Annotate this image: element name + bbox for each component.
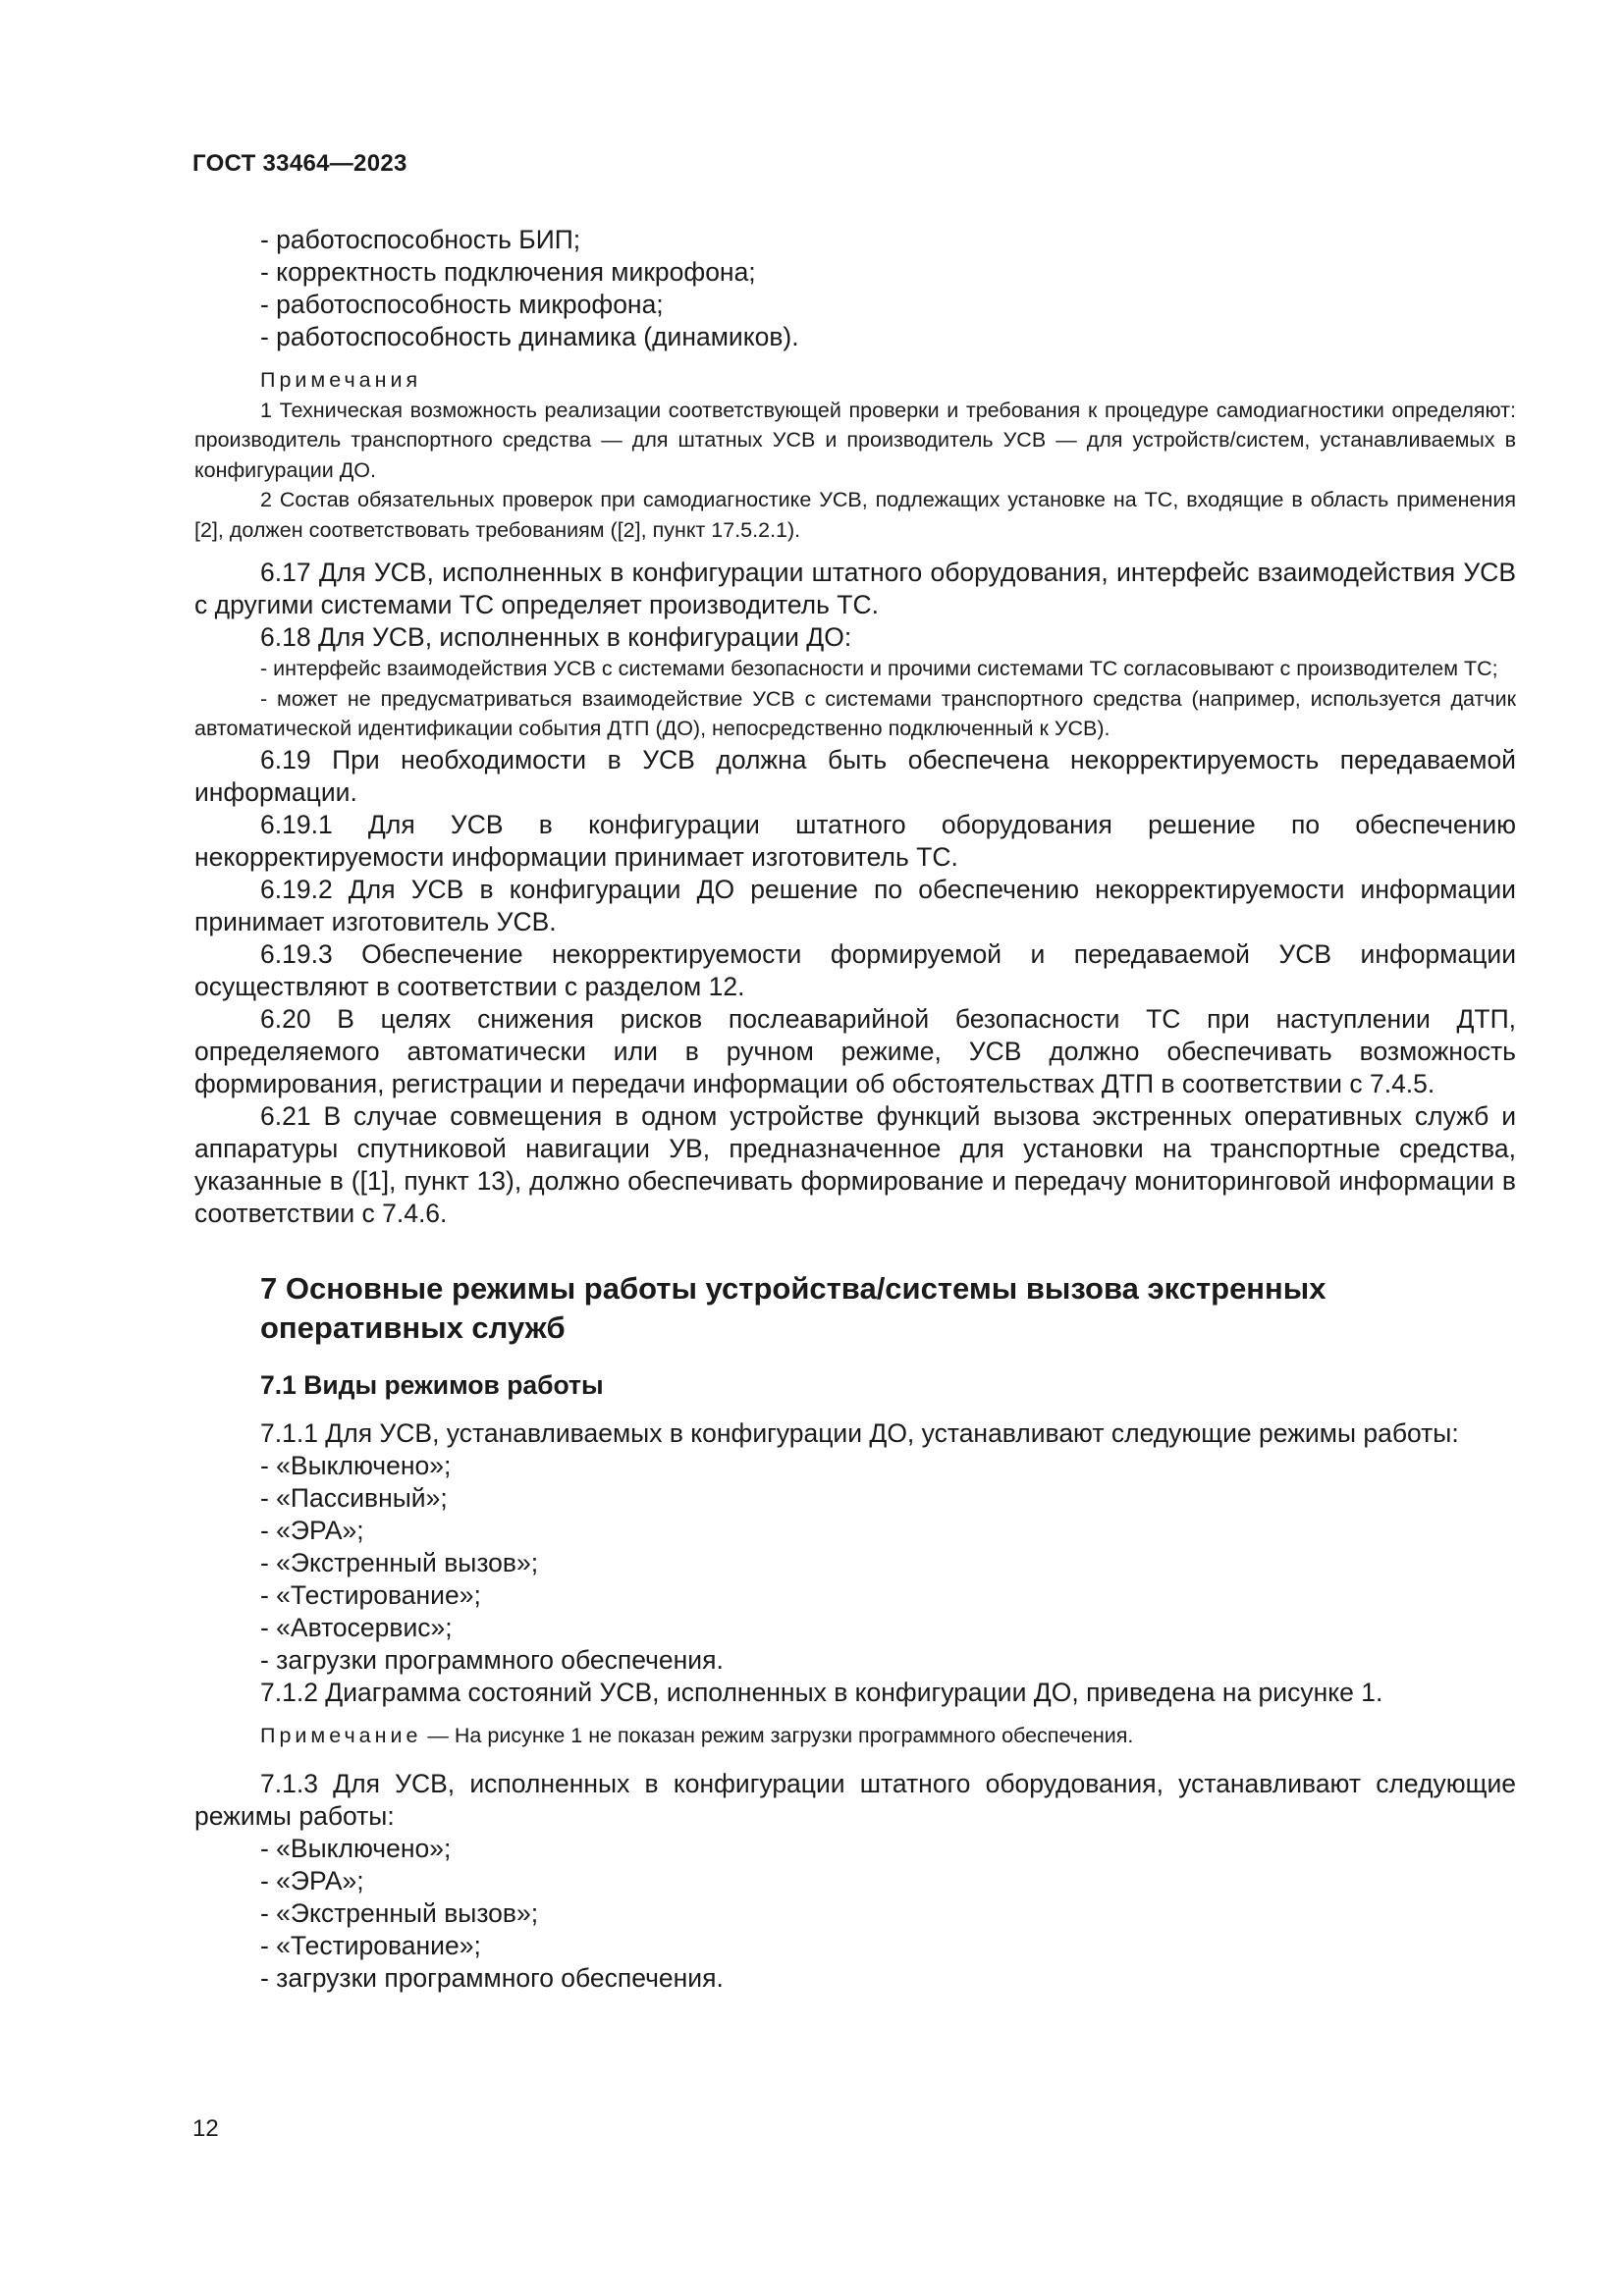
list-item: - корректность подключения микрофона; xyxy=(260,257,756,287)
section-6-19-3: 6.19.3 Обеспечение некорректируемости формируемой и передаваемой УСВ информации осуществляют в соответствии с разделом 12. xyxy=(194,938,1516,1001)
section-6-18-item-a: - интерфейс взаимодействия УСВ с системами безопасности и прочими системами ТС согласовывают с производителем ТС; xyxy=(260,657,1498,680)
section-6-19: 6.19 При необходимости в УСВ должна быть обеспечена некорректируемость передаваемой информации. xyxy=(194,744,1516,807)
section-7-1-1: 7.1.1 Для УСВ, устанавливаемых в конфигурации ДО, устанавливают следующие режимы работы: xyxy=(260,1417,1459,1448)
section-6-18-item-b: - может не предусматриваться взаимодействие УСВ с системами транспортного средства (например, используется датчик автоматической идентификации события ДТП (ДО), непосредственно подключенный к УСВ). xyxy=(194,686,1516,740)
list-item: - «Экстренный вызов»; xyxy=(260,1898,539,1928)
bullet-list-top xyxy=(194,224,1516,353)
modes-list-std xyxy=(194,1833,1516,1995)
list-item: - работоспособность микрофона; xyxy=(260,290,664,319)
note-1: 1 Техническая возможность реализации соответствующей проверки и требования к процедуре самодиагностики определяют: производитель транспортного средства — для штатных УСВ и производитель УСВ — для устройств/систем, устанавливаемых в конфигурации ДО. xyxy=(194,398,1516,482)
notes-title: Примечания xyxy=(260,368,422,392)
list-item: - «Выключено»; xyxy=(260,1834,452,1863)
chapter-7-title: 7 Основные режимы работы устройства/системы вызова экстренных оперативных служб xyxy=(260,1270,1326,1345)
note-label: Примечание xyxy=(260,1723,422,1747)
section-6-17: 6.17 Для УСВ, исполненных в конфигурации штатного оборудования, интерфейс взаимодействия УСВ с другими системами ТС определяет производитель ТС. xyxy=(194,558,1516,619)
list-item: - «Тестирование»; xyxy=(260,1579,481,1610)
section-7-1-3: 7.1.3 Для УСВ, исполненных в конфигурации штатного оборудования, устанавливают следующие режимы работы: xyxy=(194,1769,1516,1831)
note-7-1-2 xyxy=(194,1721,1516,1751)
document-header: ГОСТ 33464—2023 xyxy=(192,150,407,177)
list-item: - загрузки программного обеспечения. xyxy=(260,1644,724,1675)
list-item: - «Тестирование»; xyxy=(260,1931,481,1960)
list-item: - «ЭРА»; xyxy=(260,1515,364,1545)
note-2: 2 Состав обязательных проверок при самодиагностике УСВ, подлежащих установке на ТС, входящие в область применения [2], должен соответствовать требованиям ([2], пункт 17.5.2.1). xyxy=(194,488,1516,542)
section-6-21: 6.21 В случае совмещения в одном устройстве функций вызова экстренных оперативных служб и аппаратуры спутниковой навигации УВ, предназначенное для установки на транспортные средства, указанные в ([1], пункт 13), должно обеспечивать формирование и передачу мониторинговой информации в соответствии с 7.4.6. xyxy=(194,1100,1516,1228)
section-6-18: 6.18 Для УСВ, исполненных в конфигурации ДО: xyxy=(260,622,852,652)
subsection-7-1-title: 7.1 Виды режимов работы xyxy=(260,1369,604,1400)
list-item: - работоспособность БИП; xyxy=(260,225,581,254)
list-item: - «Выключено»; xyxy=(260,1450,452,1480)
list-item: - «ЭРА»; xyxy=(260,1866,364,1896)
list-item: - загрузки программного обеспечения. xyxy=(260,1963,724,1993)
section-6-19-2: 6.19.2 Для УСВ в конфигурации ДО решение по обеспечению некорректируемости информации принимает изготовитель УСВ. xyxy=(194,874,1516,936)
modes-list-do xyxy=(194,1450,1516,1677)
page-content xyxy=(194,224,1516,1995)
notes-block xyxy=(194,365,1516,545)
page-number: 12 xyxy=(192,2115,219,2142)
list-item: - работоспособность динамика (динамиков). xyxy=(260,322,799,351)
list-item: - «Пассивный»; xyxy=(260,1482,448,1513)
list-item: - «Экстренный вызов»; xyxy=(260,1547,539,1577)
section-7-1-2: 7.1.2 Диаграмма состояний УСВ, исполненных в конфигурации ДО, приведена на рисунке 1. xyxy=(260,1677,1383,1707)
section-6-20: 6.20 В целях снижения рисков послеаварийной безопасности ТС при наступлении ДТП, определяемого автоматически или в ручном режиме, УСВ должно обеспечивать возможность формирования, регистрации и передачи информации об обстоятельствах ДТП в соответствии с 7.4.5. xyxy=(194,1003,1516,1098)
note-text: — На рисунке 1 не показан режим загрузки программного обеспечения. xyxy=(421,1723,1134,1747)
list-item: - «Автосервис»; xyxy=(260,1612,453,1642)
section-6-19-1: 6.19.1 Для УСВ в конфигурации штатного оборудования решение по обеспечению некорректируемости информации принимает изготовитель ТС. xyxy=(194,809,1516,872)
